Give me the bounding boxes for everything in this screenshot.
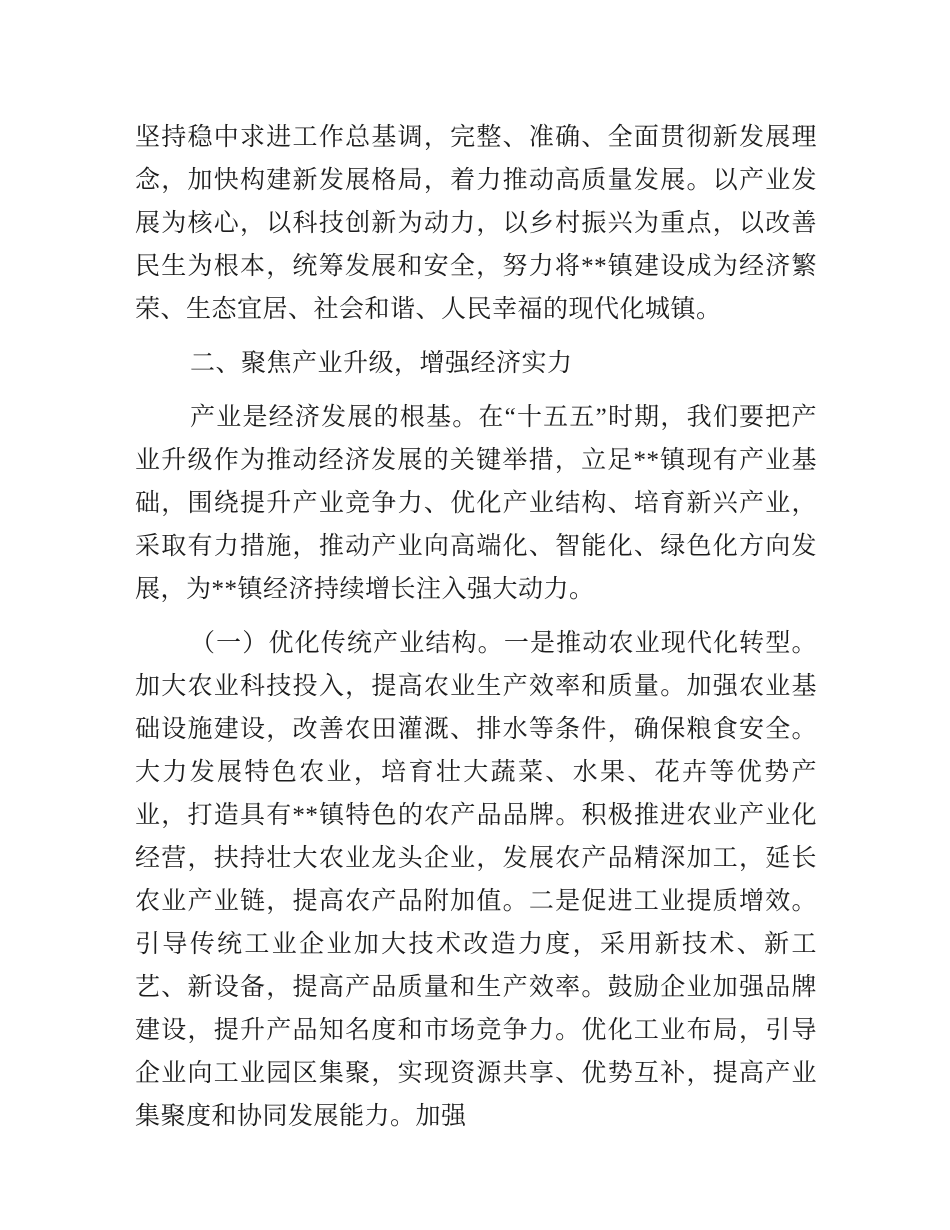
paragraph-industry-overview: 产业是经济发展的根基。在“十五五”时期，我们要把产业升级作为推动经济发展的关键举措，立足**镇现有产业基础，围绕提升产业竞争力、优化产业结构、培育新兴产业，采取有力措施，推动产业向高端化、智能化、绿色化方向发展，为**镇经济持续增长注入强大动力。 <box>135 404 817 603</box>
section-heading: 二、聚焦产业升级，增强经济实力 <box>190 350 573 377</box>
paragraph-continuation: 坚持稳中求进工作总基调，完整、准确、全面贯彻新发展理念，加快构建新发展格局，着力推动高质量发展。以产业发展为核心，以科技创新为动力，以乡村振兴为重点，以改善民生为根本，统筹发展和安全，努力将**镇建设成为经济繁荣、生态宜居、社会和谐、人民幸福的现代化城镇。 <box>135 124 817 323</box>
paragraph-traditional-industry: （一）优化传统产业结构。一是推动农业现代化转型。加大农业科技投入，提高农业生产效率和质量。加强农业基础设施建设，改善农田灌溉、排水等条件，确保粮食安全。大力发展特色农业，培育壮大蔬菜、水果、花卉等优势产业，打造具有**镇特色的农产品品牌。积极推进农业产业化经营，扶持壮大农业龙头企业，发展农产品精深加工，延长农业产业链，提高农产品附加值。二是促进工业提质增效。引导传统工业企业加大技术改造力度，采用新技术、新工艺、新设备，提高产品质量和生产效率。鼓励企业加强品牌建设，提升产品知名度和市场竞争力。优化工业布局，引导企业向工业园区集聚，实现资源共享、优势互补，提高产业集聚度和协同发展能力。加强 <box>135 630 817 1130</box>
